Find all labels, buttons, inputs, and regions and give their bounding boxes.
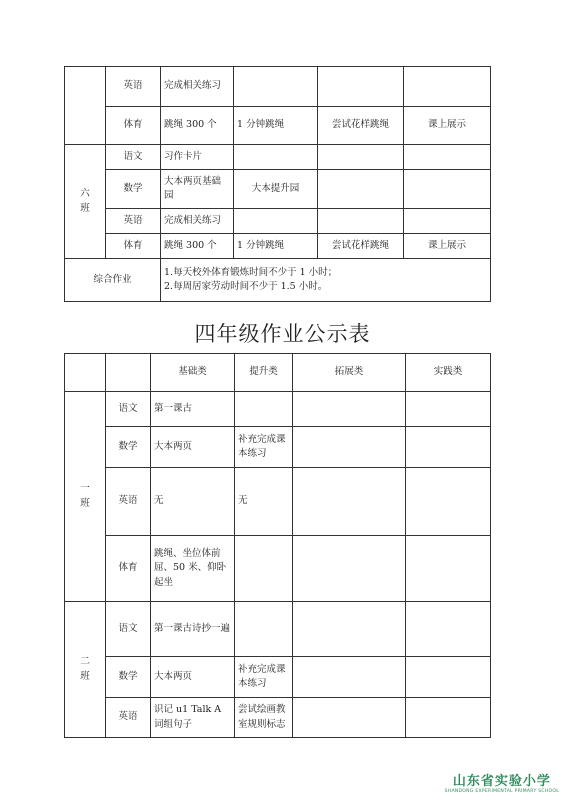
grade3-homework-table	[64, 66, 491, 302]
header-empty	[106, 354, 151, 392]
expand-cell	[318, 145, 404, 170]
expand-cell	[318, 170, 404, 209]
logo-name: 山东省实验小学	[452, 774, 551, 789]
school-logo	[445, 770, 559, 794]
summary-line-1: 1.每天校外体育锻炼时间不少于 1 小时；	[164, 266, 338, 278]
expand-cell	[293, 657, 406, 698]
table-row	[65, 107, 491, 145]
subject-cell: 英语	[106, 698, 151, 738]
basic-cell: 习作卡片	[161, 145, 234, 170]
improve-cell	[235, 392, 293, 427]
table-row	[65, 427, 491, 468]
basic-cell: 大本两页基础园	[161, 170, 234, 209]
summary-label: 综合作业	[65, 259, 161, 302]
table-row	[65, 67, 491, 107]
practice-cell	[404, 145, 491, 170]
class-label: 六 班	[65, 145, 106, 259]
basic-cell: 识记 u1 Talk A 词组句子	[151, 698, 235, 738]
header-basic: 基础类	[151, 354, 235, 392]
practice-cell	[406, 468, 491, 536]
logo-name-en: SHANDONG EXPERIMENTAL PRIMARY SCHOOL	[444, 789, 559, 794]
table-row	[65, 145, 491, 170]
subject-cell: 体育	[106, 234, 161, 259]
class-label: 二 班	[65, 602, 106, 738]
basic-cell: 跳绳 300 个	[161, 107, 234, 145]
expand-cell	[293, 392, 406, 427]
subject-cell: 数学	[106, 657, 151, 698]
improve-cell: 尝试绘画教室规则标志	[235, 698, 293, 738]
summary-line-2: 2.每周居家劳动时间不少于 1.5 小时。	[164, 281, 328, 292]
expand-cell	[293, 536, 406, 602]
subject-cell: 英语	[106, 209, 161, 234]
expand-cell: 尝试花样跳绳	[318, 234, 404, 259]
expand-cell	[293, 602, 406, 657]
summary-content	[161, 259, 491, 302]
header-empty	[65, 354, 106, 392]
basic-cell: 完成相关练习	[161, 209, 234, 234]
grade4-homework-table	[64, 353, 491, 738]
basic-cell: 无	[151, 468, 235, 536]
practice-cell	[406, 427, 491, 468]
improve-cell: 补充完成课本练习	[235, 427, 293, 468]
table-row	[65, 468, 491, 536]
basic-cell: 大本两页	[151, 427, 235, 468]
subject-cell: 体育	[106, 107, 161, 145]
practice-cell	[406, 602, 491, 657]
practice-cell	[404, 209, 491, 234]
improve-cell	[234, 67, 318, 107]
basic-cell: 第一课古	[151, 392, 235, 427]
subject-cell: 数学	[106, 170, 161, 209]
table-row	[65, 234, 491, 259]
header-practice: 实践类	[406, 354, 491, 392]
expand-cell	[293, 427, 406, 468]
table-row	[65, 536, 491, 602]
improve-cell	[235, 602, 293, 657]
practice-cell	[406, 657, 491, 698]
practice-cell	[406, 698, 491, 738]
expand-cell: 尝试花样跳绳	[318, 107, 404, 145]
practice-cell	[406, 392, 491, 427]
practice-cell	[404, 67, 491, 107]
class-cell	[65, 67, 106, 145]
basic-cell: 大本两页	[151, 657, 235, 698]
subject-cell: 语文	[106, 602, 151, 657]
expand-cell	[318, 67, 404, 107]
improve-cell: 无	[235, 468, 293, 536]
practice-cell: 课上展示	[404, 234, 491, 259]
table-row	[65, 602, 491, 657]
expand-cell	[293, 468, 406, 536]
subject-cell: 数学	[106, 427, 151, 468]
subject-cell: 体育	[106, 536, 151, 602]
summary-row	[65, 259, 491, 302]
subject-cell: 语文	[106, 145, 161, 170]
basic-cell: 第一课古诗抄一遍	[151, 602, 235, 657]
table-row	[65, 657, 491, 698]
practice-cell	[404, 170, 491, 209]
improve-cell	[234, 209, 318, 234]
table-row	[65, 392, 491, 427]
expand-cell	[293, 698, 406, 738]
header-improve: 提升类	[235, 354, 293, 392]
class-label: 一 班	[65, 392, 106, 602]
header-row	[65, 354, 491, 392]
improve-cell: 补充完成课本练习	[235, 657, 293, 698]
subject-cell: 语文	[106, 392, 151, 427]
expand-cell	[318, 209, 404, 234]
improve-cell: 1 分钟跳绳	[234, 107, 318, 145]
subject-cell: 英语	[106, 468, 151, 536]
subject-cell: 英语	[106, 67, 161, 107]
table-row	[65, 209, 491, 234]
basic-cell: 完成相关练习	[161, 67, 234, 107]
basic-cell: 跳绳、坐位体前屈、50 米、仰卧起坐	[151, 536, 235, 602]
improve-cell: 1 分钟跳绳	[234, 234, 318, 259]
basic-cell: 跳绳 300 个	[161, 234, 234, 259]
page-title: 四年级作业公示表	[194, 322, 371, 346]
header-expand: 拓展类	[293, 354, 406, 392]
improve-cell	[234, 145, 318, 170]
table-row	[65, 170, 491, 209]
practice-cell: 课上展示	[404, 107, 491, 145]
improve-cell: 大本提升园	[234, 170, 318, 209]
improve-cell	[235, 536, 293, 602]
practice-cell	[406, 536, 491, 602]
table-row	[65, 698, 491, 738]
